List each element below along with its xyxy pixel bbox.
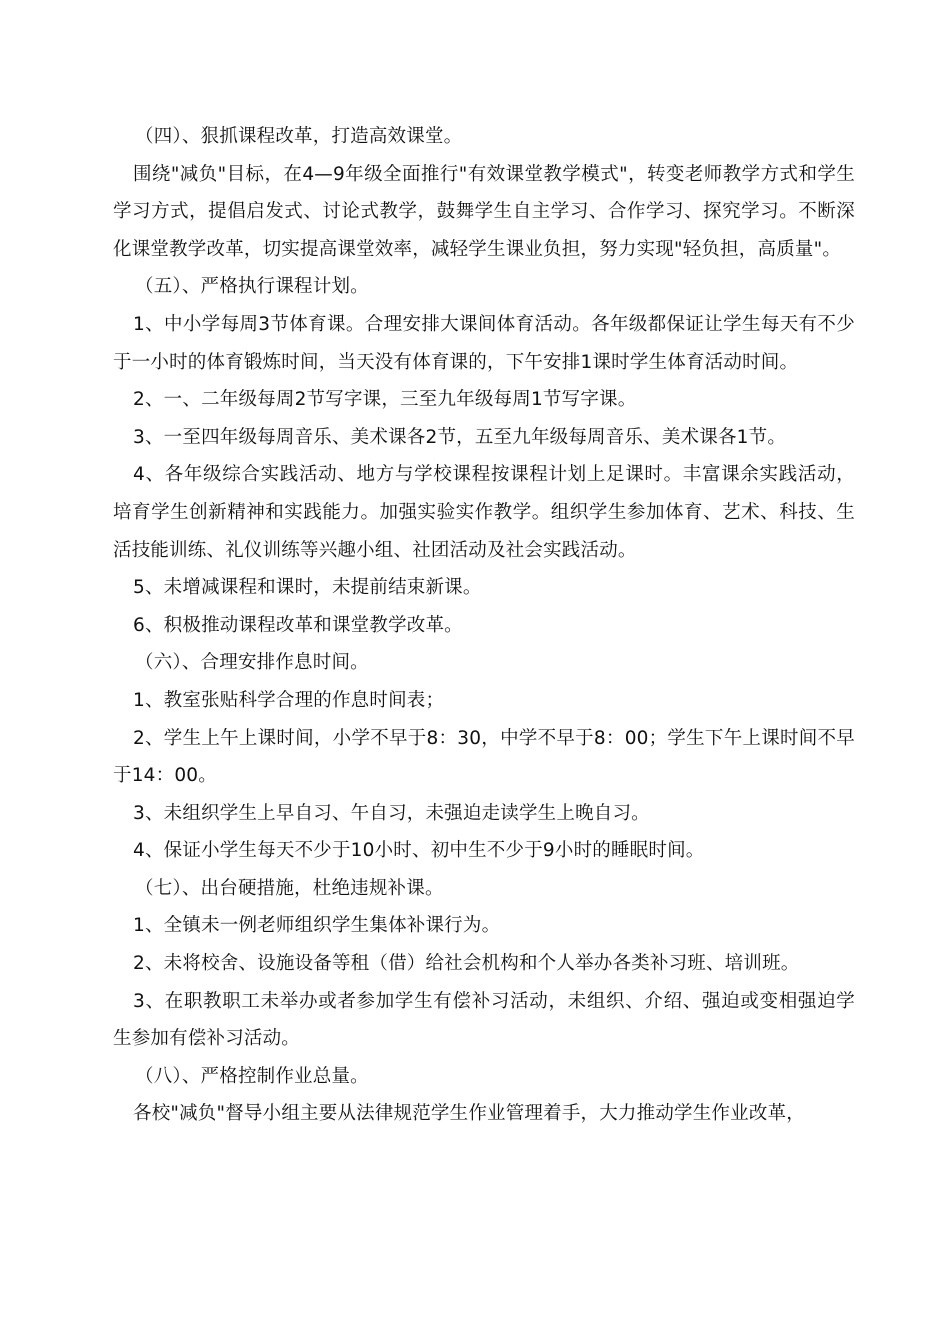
list-item: 4、保证小学生每天不少于10小时、初中生不少于9小时的睡眠时间。 (133, 840, 705, 862)
section-heading-6: （六）、合理安排作息时间。 (135, 652, 369, 674)
list-item: 5、未增减课程和课时，未提前结束新课。 (133, 577, 482, 599)
list-item: 4、各年级综合实践活动、地方与学校课程按课程计划上足课时。丰富课余实践活动，培育学生创新精神和实践能力。加强实验实作教学。组织学生参加体育、艺术、科技、生活技能训练、礼仪训练等兴趣小组、社团活动及社会实践活动。 (113, 464, 855, 561)
body-paragraph: 各校"减负"督导小组主要从法律规范学生作业管理着手，大力推动学生作业改革， (133, 1103, 805, 1125)
list-item: 1、中小学每周3节体育课。合理安排大课间体育活动。各年级都保证让学生每天有不少于一小时的体育锻炼时间，当天没有体育课的，下午安排1课时学生体育活动时间。 (113, 313, 855, 373)
list-item: 2、未将校舍、设施设备等租（借）给社会机构和个人举办各类补习班、培训班。 (133, 953, 800, 975)
list-item: 3、未组织学生上早自习、午自习，未强迫走读学生上晚自习。 (133, 802, 650, 824)
section-heading-4: （四）、狠抓课程改革，打造高效课堂。 (135, 126, 463, 147)
list-item: 2、一、二年级每周2节写字课，三至九年级每周1节写字课。 (133, 389, 637, 411)
list-item: 6、积极推动课程改革和课堂教学改革。 (133, 614, 463, 636)
body-paragraph: 围绕"减负"目标，在4—9年级全面推行"有效课堂教学模式"，转变老师教学方式和学生学习方式，提倡启发式、讨论式教学，鼓舞学生自主学习、合作学习、探究学习。不断深化课堂教学改革，切实提高课堂效率，减轻学生课业负担，努力实现"轻负担，高质量"。 (113, 163, 855, 260)
section-heading-7: （七）、出台硬措施，杜绝违规补课。 (135, 877, 444, 899)
document-body (113, 118, 855, 1133)
list-item: 3、在职教职工未举办或者参加学生有偿补习活动，未组织、介绍、强迫或变相强迫学生参加有偿补习活动。 (113, 990, 855, 1050)
list-item: 1、教室张贴科学合理的作息时间表； (133, 689, 445, 711)
list-item: 3、一至四年级每周音乐、美术课各2节，五至九年级每周音乐、美术课各1节。 (133, 426, 787, 448)
section-heading-5: （五）、严格执行课程计划。 (135, 276, 369, 298)
section-heading-8: （八）、严格控制作业总量。 (135, 1065, 369, 1087)
list-item: 2、学生上午上课时间，小学不早于8：30，中学不早于8：00；学生下午上课时间不早于14：00。 (113, 727, 855, 787)
list-item: 1、全镇未一例老师组织学生集体补课行为。 (133, 915, 501, 937)
